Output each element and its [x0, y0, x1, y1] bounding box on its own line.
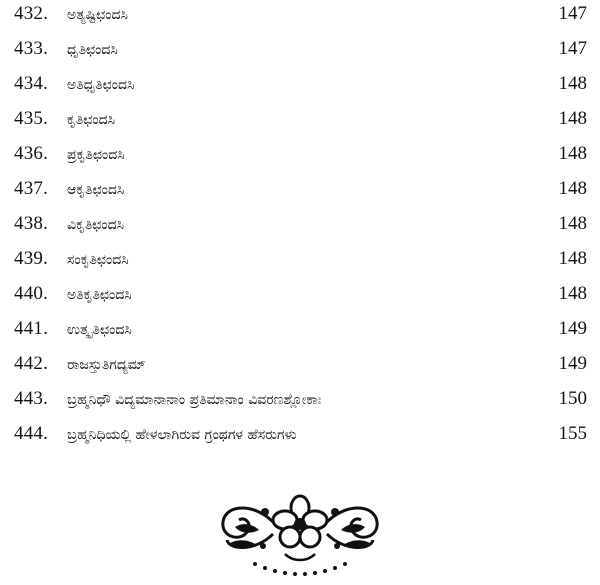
- entry-number: 436.: [14, 143, 49, 164]
- entry-title: ಪ್ರಕೃತಿಛಂದಸಿ: [67, 147, 125, 163]
- entry-page-number: 150: [558, 388, 587, 409]
- entry-title: ಅತಿಧೃತಿಛಂದಸಿ: [67, 77, 135, 93]
- entry-title: ಅತ್ಯಷ್ಟಿಛಂದಸಿ: [67, 7, 128, 23]
- toc-entry: [0, 350, 600, 385]
- entry-page-number: 147: [558, 38, 587, 59]
- entry-title: ರಾಜಸ್ತುತಿಗದ್ಯಮ್: [67, 357, 146, 373]
- entry-page-number: 148: [558, 108, 587, 129]
- floral-ornament-icon: [215, 482, 385, 582]
- entry-number: 437.: [14, 178, 49, 199]
- toc-entry: [0, 105, 600, 140]
- entry-number: 435.: [14, 108, 49, 129]
- entry-page-number: 148: [558, 73, 587, 94]
- entry-title: ಬ್ರಹ್ಮನಿಧಿಯಲ್ಲಿ ಹೇಳಲಾಗಿರುವ ಗ್ರಂಥಗಳ ಹೆಸರುಗಳು: [67, 427, 297, 443]
- entry-page-number: 148: [558, 143, 587, 164]
- toc-entry: [0, 175, 600, 210]
- toc-entry: [0, 210, 600, 245]
- entry-page-number: 148: [558, 248, 587, 269]
- toc-entry: [0, 70, 600, 105]
- toc-entry: [0, 385, 600, 420]
- entry-title: ಸಂಕೃತಿಛಂದಸಿ: [67, 252, 129, 268]
- entry-number: 442.: [14, 353, 49, 374]
- entry-title: ಅತಿಕೃತಿಛಂದಸಿ: [67, 287, 132, 303]
- toc-entry: [0, 420, 600, 455]
- toc-entry: [0, 315, 600, 350]
- entry-page-number: 148: [558, 178, 587, 199]
- entry-number: 432.: [14, 3, 49, 24]
- entry-page-number: 147: [558, 3, 587, 24]
- entry-page-number: 149: [558, 318, 587, 339]
- entry-number: 440.: [14, 283, 49, 304]
- toc-entry: [0, 35, 600, 70]
- toc-entry: [0, 245, 600, 280]
- entry-number: 441.: [14, 318, 49, 339]
- entry-title: ಬ್ರಹ್ಮನಿಧೌ ವಿದ್ಯಮಾನಾನಾಂ ಪ್ರತಿಮಾನಾಂ ವಿವರಣಶ್ಲೋಕಾಃ: [67, 392, 322, 408]
- entry-page-number: 149: [558, 353, 587, 374]
- entry-title: ಆಕೃತಿಛಂದಸಿ: [67, 182, 125, 198]
- entry-page-number: 148: [558, 283, 587, 304]
- toc-entry: [0, 0, 600, 35]
- entry-number: 439.: [14, 248, 49, 269]
- entry-title: ಕೃತಿಛಂದಸಿ: [67, 112, 116, 128]
- entry-number: 434.: [14, 73, 49, 94]
- entry-title: ವಿಕೃತಿಛಂದಸಿ: [67, 217, 125, 233]
- entry-number: 433.: [14, 38, 49, 59]
- entry-title: ಧೃತಿಛಂದಸಿ: [67, 42, 118, 58]
- toc-entry: [0, 140, 600, 175]
- entry-number: 444.: [14, 423, 49, 444]
- entry-page-number: 148: [558, 213, 587, 234]
- entry-number: 438.: [14, 213, 49, 234]
- entry-title: ಉತ್ಕೃತಿಛಂದಸಿ: [67, 322, 132, 338]
- entry-number: 443.: [14, 388, 49, 409]
- toc-entry: [0, 280, 600, 315]
- entry-page-number: 155: [558, 423, 587, 444]
